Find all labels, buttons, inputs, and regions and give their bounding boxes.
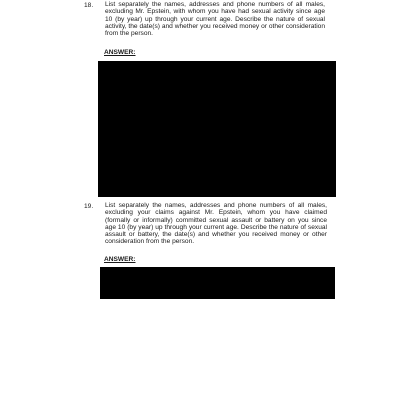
redaction-box-19 — [100, 267, 335, 299]
item-number-18: 18. — [84, 2, 94, 9]
redaction-box-18 — [98, 61, 336, 197]
item-number-19: 19. — [84, 203, 94, 210]
answer-label-19: ANSWER: — [104, 256, 136, 263]
answer-label-18: ANSWER: — [104, 49, 136, 56]
item-text-18: List separately the names, addresses and phone numbers of all males, excluding Mr. Epstein, with whom you have had sexual activity since age 10 (by year) up through your current age. Describe the nature of sexual activity, the date(s) and whether you received money or other consideration from the person. — [105, 1, 325, 38]
item-text-19: List separately the names, addresses and phone numbers of all males, excluding your claims against Mr. Epstein, whom you have claimed (formally or informally) committed sexual assault or battery on you since age 10 (by year) up through your current age. Describe the nature of sexual assault or battery, the date(s) and whether you received money or other consideration from the person. — [105, 202, 327, 246]
